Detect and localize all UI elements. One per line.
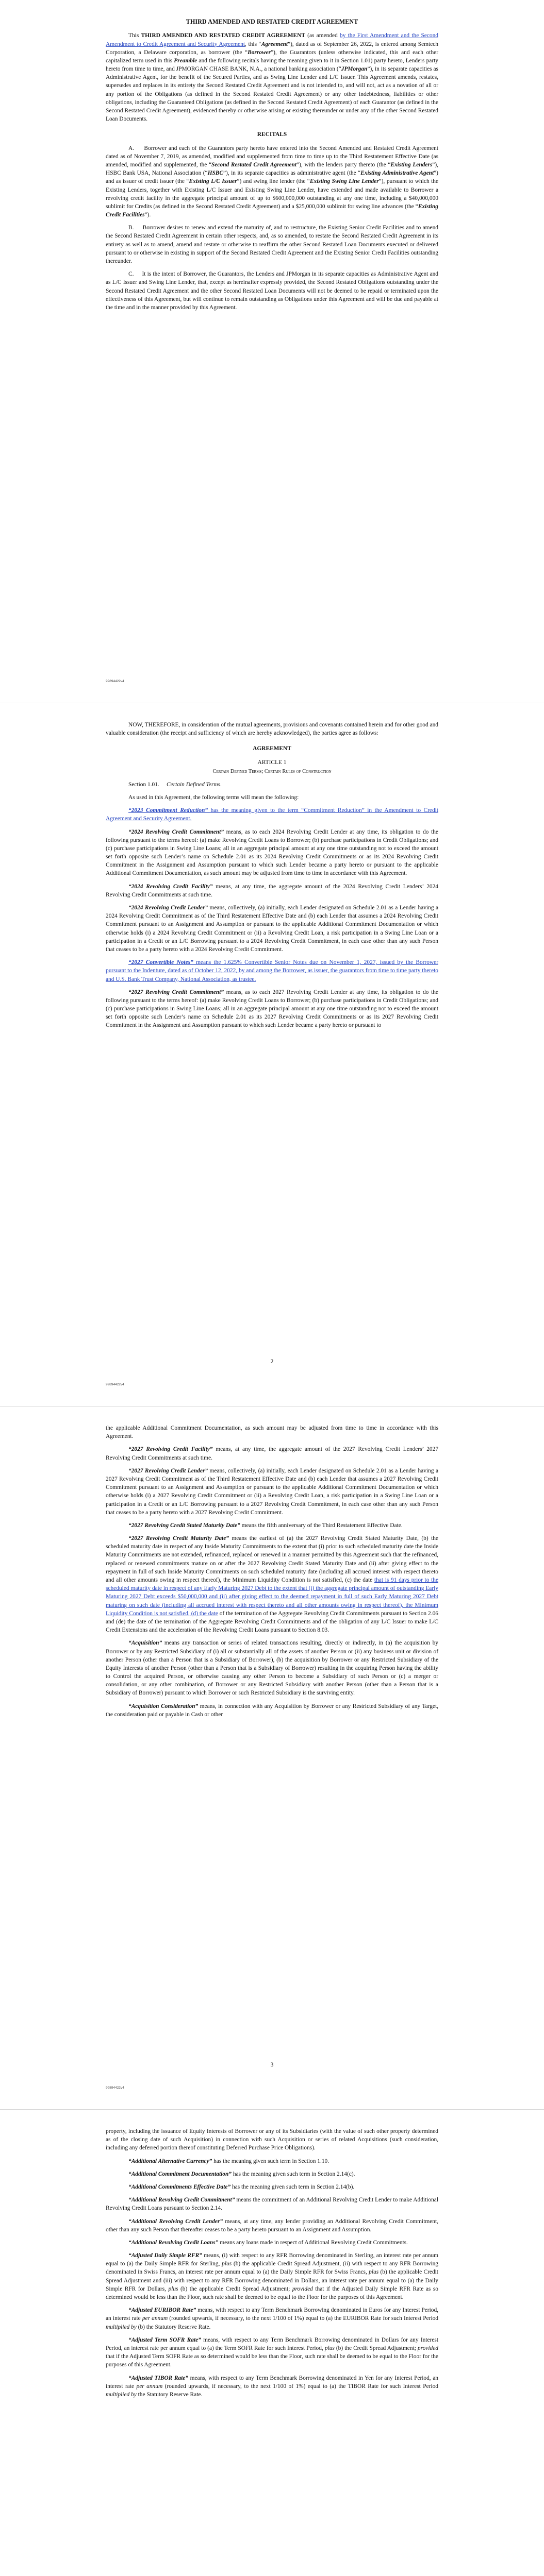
definition-2027-stated-maturity-date	[106, 1521, 438, 1530]
defined-term: Existing Swing Line Lender	[309, 178, 379, 185]
defined-term: Agreement	[261, 41, 288, 47]
defined-term-link[interactable]: “2023 Commitment Reduction”	[128, 807, 208, 814]
defined-term: “Acquisition”	[128, 1640, 162, 1647]
definition-additional-alternative-currency	[106, 2157, 438, 2165]
definition-2027-convertible-notes	[106, 958, 438, 984]
recital-c: C. It is the intent of Borrower, the Guarantors, the Lenders and JPMorgan in its separate capacities as Administrative Agent and as L/C Issuer and Swing Line Lender, that, except as hereinafter expressly provided, the Second Restated Obligations outstanding under the Second Restated Credit Agreement and the other Second Restated Loan Documents will not be deemed to be repaid or terminated upon the effectiveness of this Agreement, but will continue to remain outstanding as Obligations under this Agreement and will be due and payable at the time and in the manner provided by this Agreement.	[106, 271, 438, 311]
italic-term: plus	[168, 2285, 178, 2292]
italic-term: per annum	[136, 2383, 163, 2389]
definition-text: means any loans made in respect of Additional Revolving Credit Commitments.	[218, 2239, 408, 2246]
definition-adjusted-euribor-rate	[106, 2306, 438, 2331]
defined-term: “2027 Revolving Credit Commitment”	[128, 989, 224, 995]
definition-text: that if the Adjusted Term SOFR Rate as so determined would be less than the Floor, such rate shall be deemed to be equal to the Floor for the purposes of this Agreement.	[106, 2353, 438, 2368]
article-number: ARTICLE 1	[257, 759, 287, 766]
section-title: Certain Defined Terms	[167, 781, 221, 788]
recital-text: ”) and swing line lender (the “	[237, 178, 310, 185]
defined-term: “Additional Commitment Documentation”	[128, 2171, 232, 2177]
definition-text: means, with respect to any Term Benchmark Borrowing denominated in Euros for any Interest Period, an interest rate	[106, 2307, 439, 2322]
definition-text: means, with respect to any Term Benchmark Borrowing denominated in Yen for any Interest Period, an interest rate	[106, 2375, 438, 2389]
defined-term: “Additional Revolving Credit Lender”	[128, 2218, 223, 2225]
defined-term: Existing Administrative Agent	[360, 170, 434, 177]
definition-text: means the fifth anniversary of the Third Restatement Effective Date.	[240, 1522, 403, 1529]
definition-text: (b) the applicable Credit Spread Adjustment and (iii) with respect to any RFR Borrowing denominated in Dollars, an interest rate per annum equal to (a) the Daily Simple RFR for Dollars,	[106, 2269, 438, 2292]
definition-text: means, as to each 2024 Revolving Credit Lender at any time, its obligation to do the following pursuant to the terms hereof: (a) make Revolving Credit Loans to Borrower; (b) purchase participations in Credit Obligations; and (c) purchase participations in Swing Line Loans; all in an aggregate principal amount at any one time outstanding not to exceed the amount set forth opposite such Lender’s name on Schedule 2.01 as its 2024 Revolving Credit Commitments or as its 2024 Revolving Credit Commitment in the Assignment and Assumption pursuant to which such Lender became a party hereto or pursuant to the applicable Additional Commitment Documentation, as such amount may be adjusted from time to time in accordance with this Agreement.	[106, 828, 438, 877]
definition-additional-revolving-credit-loans	[106, 2239, 438, 2247]
page-4	[0, 2110, 544, 2576]
recital-text: ”), with the lenders party thereto (the “	[296, 161, 391, 168]
defined-term: “Additional Commitments Effective Date”	[128, 2183, 231, 2190]
defined-term: Existing Lenders	[390, 161, 433, 168]
preamble-text: ”), in its separate capacities as Administrative Agent, for the benefit of the Secured Parties, and as Swing Line Lender and L/C Issuer. This Agreement amends, restates, supersedes and replaces in its entirety the Second Restated Credit Agreement and is not intended to, and will not, act as a novation of all or any portion of the Obligations (as defined in the Second Restated Credit Agreement) or any other indebtedness, liabilities or other obligations, including the Guaranteed Obligations (as defined in the Second Restated Credit Agreement) of each Guarantor (as defined in the Second Restated Credit Agreement), evidenced thereby or otherwise arising or existing thereunder or under any of the other Second Restated Loan Documents.	[106, 66, 438, 123]
definition-2024-revolving-credit-facility	[106, 883, 438, 899]
defined-term: “Adjusted EURIBOR Rate”	[128, 2307, 196, 2314]
defined-term: “Additional Revolving Credit Commitment”	[128, 2197, 235, 2204]
page-number: 3	[270, 2062, 274, 2068]
preamble-text: This	[128, 32, 141, 39]
italic-term: per annum	[142, 2315, 168, 2322]
definition-text: means, collectively, (a) initially, each Lender designated on Schedule 2.01 as a Lender having a 2024 Revolving Credit Commitment as of the Third Restatement Effective Date and (b) each Lender that assumes a 2024 Revolving Credit Commitment pursuant to an Assignment and Assumption or pursuant to the applicable Additional Commitment Documentation or which otherwise holds (i) a 2024 Revolving Credit Commitment or (ii) a Revolving Credit Loan, a risk participation in a Swing Line Loan or a participation in a Credit or an L/C Borrowing pursuant to a 2024 Revolving Credit Commitment, in each case other than any such Person that ceases to be a party hereto with a 2024 Revolving Credit Commitment.	[106, 905, 438, 953]
italic-term: plus	[369, 2269, 379, 2276]
definition-text: has the meaning given such term in Section 1.10.	[212, 2158, 329, 2164]
definition-text: has the meaning given such term in Section 2.14(c).	[232, 2171, 355, 2177]
now-therefore-paragraph: NOW, THEREFORE, in consideration of the mutual agreements, provisions and covenants contained herein and for other good and valuable consideration (the receipt and sufficiency of which are hereby acknowledged), the parties agree as follows:	[106, 722, 438, 737]
definition-2024-revolving-credit-lender	[106, 904, 438, 954]
early-maturing-debt-insertion[interactable]: that is 91 days prior to the scheduled maturity date in respect of any Early Maturing 2027 Debt to the extent that (i) the aggregate principal amount of outstanding Early Maturing 2027 Debt exceeds $50,000,000 and (ii) after giving effect to the deemed repayment in full of such Early Maturing 2027 Debt maturing on such date (including all accrued interest with respect thereto and all other amounts owing in respect thereof), the Minimum Liquidity Condition is not satisfied, (d) the date	[106, 1577, 439, 1617]
recital-text: ”) and as issuer of credit issuer (the “	[106, 170, 438, 185]
article-title: Certain Defined Terms; Certain Rules of Construction	[212, 768, 332, 774]
italic-term: plus	[324, 2345, 335, 2351]
definition-text: means, with respect to any Term Benchmark Borrowing denominated in Dollars for any Interest Period, an interest rate per annum equal to (a) the Term SOFR Rate for such Interest Period,	[106, 2336, 438, 2351]
recital-text: ”), in its separate capacities as administrative agent (the “	[223, 170, 361, 177]
defined-term: Borrower	[248, 49, 271, 56]
definition-2027-revolving-credit-facility	[106, 1445, 438, 1462]
definition-text: (rounded upwards, if necessary, to the next 1/100 of 1%) equal to (a) the EURIBOR Rate for such Interest Period	[168, 2315, 439, 2322]
definition-text: (b) the Statutory Reserve Rate.	[136, 2324, 211, 2330]
definition-text: that if the Adjusted Daily Simple RFR Rate as so determined would be less than the Floor, such rate shall be deemed to be equal to the Floor for the purposes of this Agreement.	[106, 2285, 438, 2300]
definition-text: (b) the applicable Credit Spread Adjustment;	[178, 2285, 292, 2292]
page-2	[0, 703, 544, 1406]
recital-b: B. Borrower desires to renew and extend the maturity of, and to restructure, the Existing Senior Credit Facilities and to amend the Second Restated Credit Agreement in certain other respects, and, as so amended, to restate the Second Restated Credit Agreement in its entirety as well as to amend, amend and restate or otherwise to reaffirm the other Second Restated Loan Documents executed or delivered pursuant to or otherwise in existing in support of the Second Restated Credit Agreement and the Existing Senior Credit Facilities outstanding thereunder.	[106, 225, 438, 265]
page-number: 2	[270, 1359, 274, 1365]
as-used-paragraph: As used in this Agreement, the following terms will mean the following:	[128, 794, 299, 801]
preamble-agreement-name: THIRD AMENDED AND RESTATED CREDIT AGREEMENT	[141, 32, 305, 39]
definition-adjusted-tibor-rate	[106, 2374, 438, 2399]
definition-additional-commitment-documentation	[106, 2170, 438, 2178]
definition-text: of the termination of the Aggregate Revolving Credit Commitments pursuant to Section 2.06 and (de) the date of the termination of the Aggregate Revolving Credit Commitments and of the obligation of any L/C Issuer to make L/C Credit Extensions and the acceleration of the Revolving Credit Loans pursuant to Section 8.03.	[106, 1610, 438, 1634]
document-title: THIRD AMENDED AND RESTATED CREDIT AGREEMENT	[186, 18, 358, 25]
preamble-paragraph	[106, 31, 438, 123]
recital-text: A. Borrower and each of the Guarantors party hereto have entered into the Second Amended and Restated Credit Agreement dated as of November 7, 2019, as amended, modified and supplemented from time to time up to the Third Restatement Effective Date (as amended, modified and supplemented, the “	[106, 145, 438, 168]
definition-2027-revolving-credit-commitment	[106, 988, 438, 1030]
italic-term: multiplied by	[106, 2324, 137, 2330]
definition-text: means the commitment of an Additional Revolving Credit Lender to make Additional Revolving Credit Loans pursuant to Section 2.14.	[106, 2197, 438, 2212]
definition-adjusted-daily-simple-rfr	[106, 2251, 438, 2301]
italic-term: provided	[417, 2345, 438, 2351]
defined-term: “Additional Revolving Credit Loans”	[128, 2239, 219, 2246]
definition-text: the Statutory Reserve Rate.	[136, 2391, 203, 2398]
recitals-heading: RECITALS	[257, 131, 287, 138]
definition-text: (b) the Credit Spread Adjustment;	[334, 2345, 418, 2351]
definition-text: means, at any time, the aggregate amount of the 2027 Revolving Credit Lenders’ 2027 Revolving Credit Commitments at such time.	[106, 1446, 439, 1461]
continued-paragraph: property, including the issuance of Equity Interests of Borrower or any of its Subsidiaries (with the value of such other property determined as of the closing date of such Acquisition) in connection with such Acquisition or series of related Acquisitions (such consideration, including any deferred portion thereof constituting Deferred Purchase Price Obligations).	[106, 2128, 438, 2151]
definition-text: means, as to each 2027 Revolving Credit Lender at any time, its obligation to do the following pursuant to the terms hereof: (a) make Revolving Credit Loans to Borrower; (b) purchase participations in Credit Obligations; and (c) purchase participations in Swing Line Loans; all in an aggregate principal amount at any one time outstanding not to exceed the amount set forth opposite such Lender’s name on Schedule 2.01 as its 2027 Revolving Credit Commitments or as its 2027 Revolving Credit Commitment in the Assignment and Assumption pursuant to which such Lender became a party hereto or pursuant to	[106, 989, 438, 1029]
definition-acquisition-consideration	[106, 1702, 438, 1719]
defined-term: “2024 Revolving Credit Facility”	[128, 883, 213, 890]
definition-text: means, at any time, the aggregate amount of the 2024 Revolving Credit Lenders’ 2024 Revolving Credit Commitments at such time.	[106, 883, 439, 898]
defined-term: Preamble	[174, 57, 197, 64]
recital-text: ”), HSBC Bank USA, National Association (“	[106, 161, 438, 177]
definition-2027-revolving-credit-lender	[106, 1467, 438, 1517]
definition-text-link[interactable]: has the meaning given to the term “Commitment Reduction” in the Amendment to Credit Agreement and Security Agreement.	[106, 807, 438, 822]
section-heading	[106, 781, 438, 789]
defined-term: “Adjusted TIBOR Rate”	[128, 2375, 189, 2381]
defined-term: “Adjusted Daily Simple RFR”	[128, 2252, 202, 2259]
italic-term: multiplied by	[106, 2391, 137, 2398]
italic-term: provided	[292, 2285, 313, 2292]
definition-text: (rounded upwards, if necessary, to the next 1/100 of 1%) equal to (a) the TIBOR Rate for such Interest Period	[162, 2383, 438, 2389]
definition-text: means, collectively, (a) initially, each Lender designated on Schedule 2.01 as a Lender having a 2027 Revolving Credit Commitment as of the Third Restatement Effective Date and (b) each Lender that assumes a 2027 Revolving Credit Commitment pursuant to an Assignment and Assumption or pursuant to the applicable Additional Commitment Documentation or which otherwise holds (i) a 2027 Revolving Credit Commitment or (ii) a Revolving Credit Loan, a risk participation in a Swing Line Loan or a participation in a Credit or an L/C Borrowing pursuant to a 2027 Revolving Credit Commitment, in each case other than any such Person that ceases to be a party hereto with a 2027 Revolving Credit Commitment.	[106, 1467, 438, 1516]
definition-adjusted-term-sofr-rate	[106, 2336, 438, 2369]
defined-term-link[interactable]: “2027 Convertible Notes”	[128, 959, 193, 966]
defined-term: “Acquisition Consideration”	[128, 1703, 199, 1709]
definition-text: means the earliest of (a) the 2027 Revolving Credit Stated Maturity Date, (b) the scheduled maturity date in respect of any Inside Maturity Commitments to the extent that (i) prior to such scheduled maturity date the Inside Maturity Commitments are not extended, refinanced, replaced or renewed in a manner permitted by this Agreement such that the refinanced, replaced or renewed commitments mature on or after the 2027 Revolving Credit Stated Maturity Date and (ii) after giving effect to the repayment in full of such Inside Maturity Commitments on such scheduled maturity date (including all accrued interest with respect thereto and all other amounts owing in respect thereof), the Minimum Liquidity Condition is not satisfied, (c) the date	[106, 1535, 438, 1583]
definition-text: means, at any time, any lender providing an Additional Revolving Credit Commitment, other than any such Person that thereafter ceases to be a party hereto pursuant to an Assignment and Assumption.	[106, 2218, 438, 2233]
definition-additional-revolving-credit-commitment	[106, 2196, 438, 2212]
preamble-text: (as amended	[305, 32, 340, 39]
defined-term: “Additional Alternative Currency”	[128, 2158, 212, 2164]
defined-term: “2027 Revolving Credit Maturity Date”	[128, 1535, 229, 1542]
preamble-text: and the following recitals having the meaning given to it in Section 1.01) party hereto, Lenders party hereto from time to time, and JPMORGAN CHASE BANK, N.A., a national banking association (“	[106, 57, 438, 73]
defined-term: “2027 Revolving Credit Lender”	[128, 1467, 208, 1474]
definition-additional-revolving-credit-lender	[106, 2217, 438, 2234]
defined-term: “2024 Revolving Credit Commitment”	[128, 828, 224, 835]
document-code: 99894422v4	[106, 2086, 124, 2090]
definition-text: has the meaning given such term in Section 2.14(b).	[230, 2183, 355, 2190]
section-title-period: .	[220, 781, 222, 788]
definition-text-link[interactable]: means the 1.625% Convertible Senior Notes due on November 1, 2027, issued by the Borrower pursuant to the Indenture, dated as of October 12, 2022, by and among the Borrower, as issuer, the guarantors from time to time party thereto and U.S. Bank Trust Company, National Association, as trustee.	[106, 959, 438, 982]
defined-term: “2024 Revolving Credit Lender”	[128, 905, 208, 911]
page-3	[0, 1406, 544, 2110]
definition-2027-maturity-date	[106, 1534, 438, 1634]
preamble-text: ”), the Guarantors (unless otherwise indicated, this and each other capitalized term used in this	[106, 49, 438, 64]
defined-term: “Adjusted Term SOFR Rate”	[128, 2336, 201, 2343]
section-number: Section 1.01.	[128, 781, 159, 788]
recital-text: ”), pursuant to which the Existing Lenders, together with Existing L/C Issuer and Existing Swing Line Lender, have extended and made available to Borrower a revolving credit facility in the aggregate principal amount of up to $600,000,000 outstanding at any one time, including a $40,000,000 sublimit for Credits (as defined in the Second Restated Credit Agreement) and a $25,000,000 sublimit for swing line advances (the “	[106, 178, 438, 210]
recital-a	[106, 144, 438, 219]
defined-term: “2027 Revolving Credit Stated Maturity Date”	[128, 1522, 240, 1529]
definition-acquisition	[106, 1639, 438, 1697]
defined-term: Existing Credit Facilities	[106, 203, 438, 218]
agreement-heading: AGREEMENT	[253, 745, 291, 752]
defined-term: HSBC	[207, 170, 223, 177]
definition-text: means any transaction or series of related transactions resulting, directly or indirectly, in (a) the acquisition by Borrower or by any Restricted Subsidiary of (i) all or substantially all of the assets of another Person or (ii) any business unit or division of another Person (other than a Person that is a Subsidiary of Borrower), (b) the acquisition by Borrower or any Restricted Subsidiary of the Equity Interests of another Person (other than a Person that is a Subsidiary of Borrower) resulting in the acquiring Person having the ability to Control the acquired Person, or otherwise causing any other Person to become a Subsidiary of such Person or (c) a merger or consolidation, or any other combination, of Borrower or any Restricted Subsidiary with another Person (other than a Person that is a Subsidiary of Borrower) pursuant to which Borrower or such Restricted Subsidiary is the surviving entity.	[106, 1640, 438, 1697]
continued-paragraph: the applicable Additional Commitment Documentation, as such amount may be adjusted from time to time in accordance with this Agreement.	[106, 1425, 438, 1440]
definition-text: means, in connection with any Acquisition by Borrower or any Restricted Subsidiary of any Target, the consideration paid or payable in Cash or other	[106, 1703, 438, 1718]
defined-term: “2027 Revolving Credit Facility”	[128, 1446, 213, 1453]
definition-2024-revolving-credit-commitment	[106, 828, 438, 878]
definition-additional-commitments-effective-date	[106, 2183, 438, 2191]
definition-text: means, (i) with respect to any RFR Borrowing denominated in Sterling, an interest rate per annum equal to (a) the Daily Simple RFR for Sterling,	[106, 2252, 438, 2267]
recital-text: ”).	[144, 212, 151, 218]
amendment-link[interactable]: by the First Amendment and the Second Amendment to Credit Agreement and Security Agreement	[106, 32, 438, 47]
italic-term: plus	[222, 2261, 232, 2267]
defined-term: JPMorgan	[341, 66, 368, 73]
definition-text: (b) the applicable Credit Spread Adjustment, (ii) with respect to any RFR Borrowing denominated in Swiss Francs, an interest rate per annum equal to (a) the Daily Simple RFR for Swiss Francs,	[106, 2261, 438, 2276]
preamble-text: ”), dated as of September 26, 2022, is entered among Semtech Corporation, a Delaware corporation, as borrower (the “	[106, 41, 439, 56]
definition-2023-commitment-reduction	[106, 806, 438, 823]
page-1	[0, 0, 544, 703]
defined-term: Existing L/C Issuer	[189, 178, 237, 185]
document-code: 99894422v4	[106, 680, 124, 683]
preamble-text: , this “	[245, 41, 261, 47]
document-code: 99894422v4	[106, 1383, 124, 1386]
defined-term: Second Restated Credit Agreement	[211, 161, 297, 168]
